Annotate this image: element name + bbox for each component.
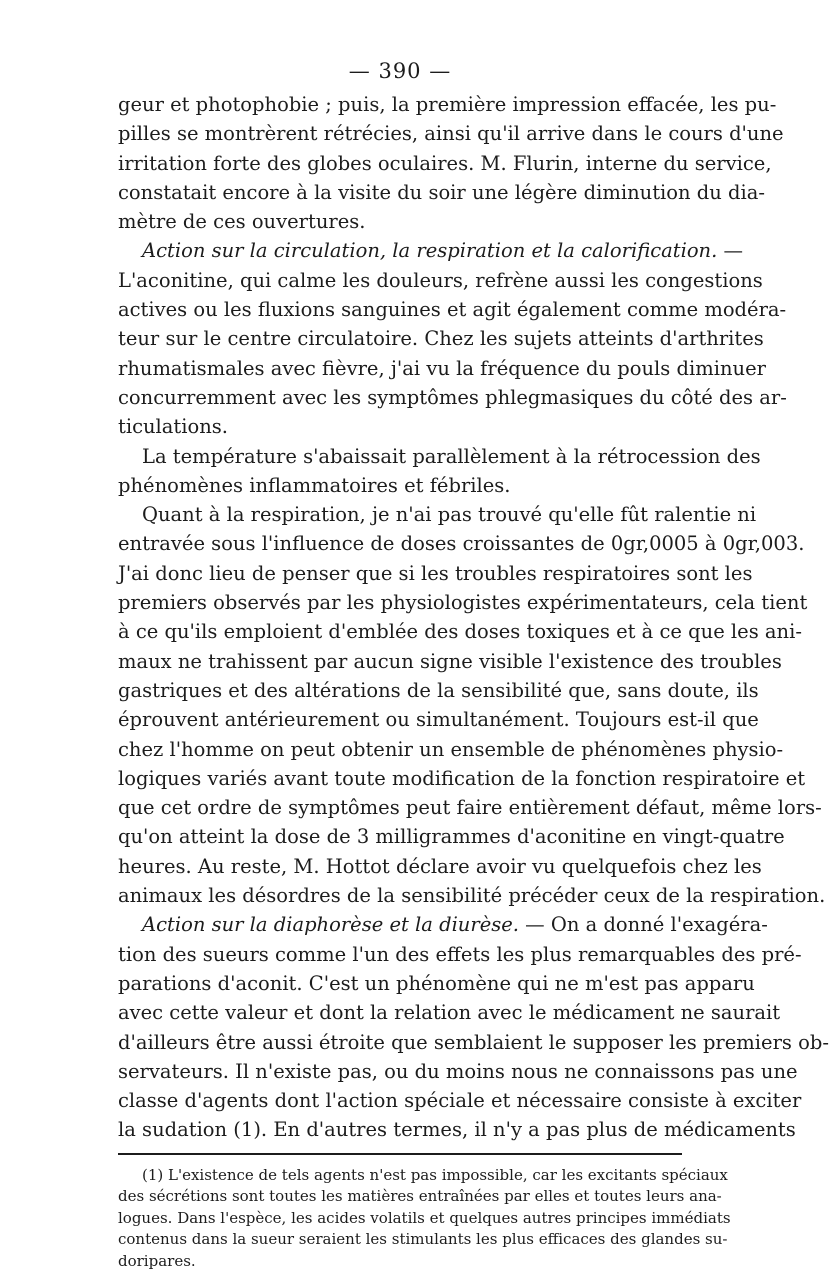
text-line — [118, 998, 781, 1027]
line-text: L'aconitine, qui calme les douleurs, refrène aussi les congestions — [118, 268, 763, 292]
line-text: actives ou les fluxions sanguines et agit également comme modéra- — [118, 298, 787, 322]
line-text: mètre de ces ouvertures. — [118, 210, 366, 234]
line-text: premiers observés par les physiologistes expérimentateurs, cela tient — [118, 591, 808, 615]
text-line — [118, 617, 802, 646]
line-text: phénomènes inflammatoires et fébriles. — [118, 473, 511, 497]
line-text: — On a donné l'exagéra- — [518, 913, 768, 937]
text-line — [118, 471, 682, 500]
line-text: — — [717, 239, 744, 263]
text-line — [118, 236, 744, 265]
text-line — [118, 676, 759, 705]
line-text: irritation forte des globes oculaires. M. Flurin, interne du service, — [118, 151, 772, 175]
line-text: entravée sous l'influence de doses croissantes de 0gr,0005 à 0gr,003. — [118, 532, 805, 556]
text-line — [118, 822, 785, 851]
line-text: geur et photophobie ; puis, la première impression effacée, les pu- — [118, 93, 777, 116]
text-line — [118, 383, 787, 412]
line-text: à ce qu'ils emploient d'emblée des doses toxiques et à ce que les ani- — [118, 620, 802, 644]
line-text: d'ailleurs être aussi étroite que semblaient le supposer les premiers ob- — [118, 1030, 829, 1054]
footnote-line — [118, 1229, 728, 1251]
text-line — [118, 1057, 798, 1086]
line-text: avec cette valeur et dont la relation avec le médicament ne saurait — [118, 1001, 781, 1025]
line-text: rhumatismales avec fièvre, j'ai vu la fréquence du pouls diminuer — [118, 356, 766, 380]
line-text: J'ai donc lieu de penser que si les troubles respiratoires sont les — [118, 561, 753, 585]
text-line — [118, 529, 805, 558]
text-line — [118, 295, 787, 324]
text-line — [118, 852, 762, 881]
text-line — [118, 588, 808, 617]
section-heading: Action sur la diaphorèse et la diurèse. — [142, 913, 519, 937]
text-line — [118, 1115, 796, 1144]
text-line — [118, 647, 782, 676]
text-line — [118, 969, 755, 998]
text-line — [118, 500, 757, 529]
text-line — [118, 119, 784, 148]
line-text: classe d'agents dont l'action spéciale et nécessaire consiste à exciter — [118, 1089, 802, 1113]
line-text: doripares. — [118, 1251, 196, 1270]
line-text: animaux les désordres de la sensibilité précéder ceux de la respiration. — [118, 884, 826, 908]
footnote-line — [118, 1165, 728, 1187]
line-text: servateurs. Il n'existe pas, ou du moins nous ne connaissons pas une — [118, 1059, 798, 1083]
line-text: logues. Dans l'espèce, les acides volatils et quelques autres principes immédiats — [118, 1208, 731, 1227]
line-text: La température s'abaissait parallèlement à la rétrocession des — [142, 444, 761, 468]
book-page — [118, 58, 829, 1272]
text-line — [118, 412, 682, 441]
section-heading: Action sur la circulation, la respiration et la calorification. — [142, 239, 718, 263]
footnote-line — [118, 1208, 731, 1230]
line-text: heures. Au reste, M. Hottot déclare avoir vu quelquefois chez les — [118, 854, 762, 878]
line-text: teur sur le centre circulatoire. Chez les sujets atteints d'arthrites — [118, 327, 764, 351]
body-text — [118, 90, 829, 1145]
text-line — [118, 764, 806, 793]
text-line — [118, 207, 682, 236]
footnote-divider — [118, 1153, 682, 1155]
page-number: — 390 — — [348, 59, 452, 83]
line-text: (1) L'existence de tels agents n'est pas impossible, car les excitants spéciaux — [142, 1165, 728, 1184]
line-text: contenus dans la sueur seraient les stimulants les plus efficaces des glandes su- — [118, 1230, 728, 1249]
line-text: tion des sueurs comme l'un des effets les plus remarquables des pré- — [118, 942, 802, 966]
text-line — [118, 559, 753, 588]
text-line — [118, 793, 822, 822]
line-text: des sécrétions sont toutes les matières entraînées par elles et toutes leurs ana- — [118, 1187, 722, 1206]
line-text: logiques variés avant toute modification de la fonction respiratoire et — [118, 766, 806, 790]
line-text: Quant à la respiration, je n'ai pas trouvé qu'elle fût ralentie ni — [142, 503, 757, 527]
line-text: parations d'aconit. C'est un phénomène qui ne m'est pas apparu — [118, 971, 755, 995]
line-text: ticulations. — [118, 415, 228, 439]
text-line — [118, 881, 826, 910]
text-line — [118, 90, 777, 119]
text-line — [118, 735, 784, 764]
text-line — [118, 940, 802, 969]
text-line — [118, 1028, 829, 1057]
line-text: qu'on atteint la dose de 3 milligrammes d'aconitine en vingt-quatre — [118, 825, 785, 849]
text-line — [118, 354, 766, 383]
footnote-line — [118, 1251, 682, 1272]
line-text: éprouvent antérieurement ou simultanément. Toujours est-il que — [118, 708, 759, 732]
text-line — [118, 324, 764, 353]
text-line — [118, 149, 772, 178]
text-line — [118, 266, 763, 295]
text-line — [118, 705, 759, 734]
text-line — [118, 442, 761, 471]
footnote — [118, 1165, 731, 1272]
text-line — [118, 1086, 802, 1115]
text-line — [118, 910, 768, 939]
footnote-line — [118, 1186, 722, 1208]
text-line — [118, 178, 765, 207]
line-text: constatait encore à la visite du soir une légère diminution du dia- — [118, 180, 765, 204]
line-text: maux ne trahissent par aucun signe visible l'existence des troubles — [118, 649, 782, 673]
line-text: que cet ordre de symptômes peut faire entièrement défaut, même lors- — [118, 796, 822, 820]
line-text: gastriques et des altérations de la sensibilité que, sans doute, ils — [118, 678, 759, 702]
line-text: chez l'homme on peut obtenir un ensemble de phénomènes physio- — [118, 737, 784, 761]
line-text: concurremment avec les symptômes phlegmasiques du côté des ar- — [118, 385, 787, 409]
line-text: la sudation (1). En d'autres termes, il n'y a pas plus de médicaments — [118, 1118, 796, 1142]
line-text: pilles se montrèrent rétrécies, ainsi qu'il arrive dans le cours d'une — [118, 122, 784, 146]
